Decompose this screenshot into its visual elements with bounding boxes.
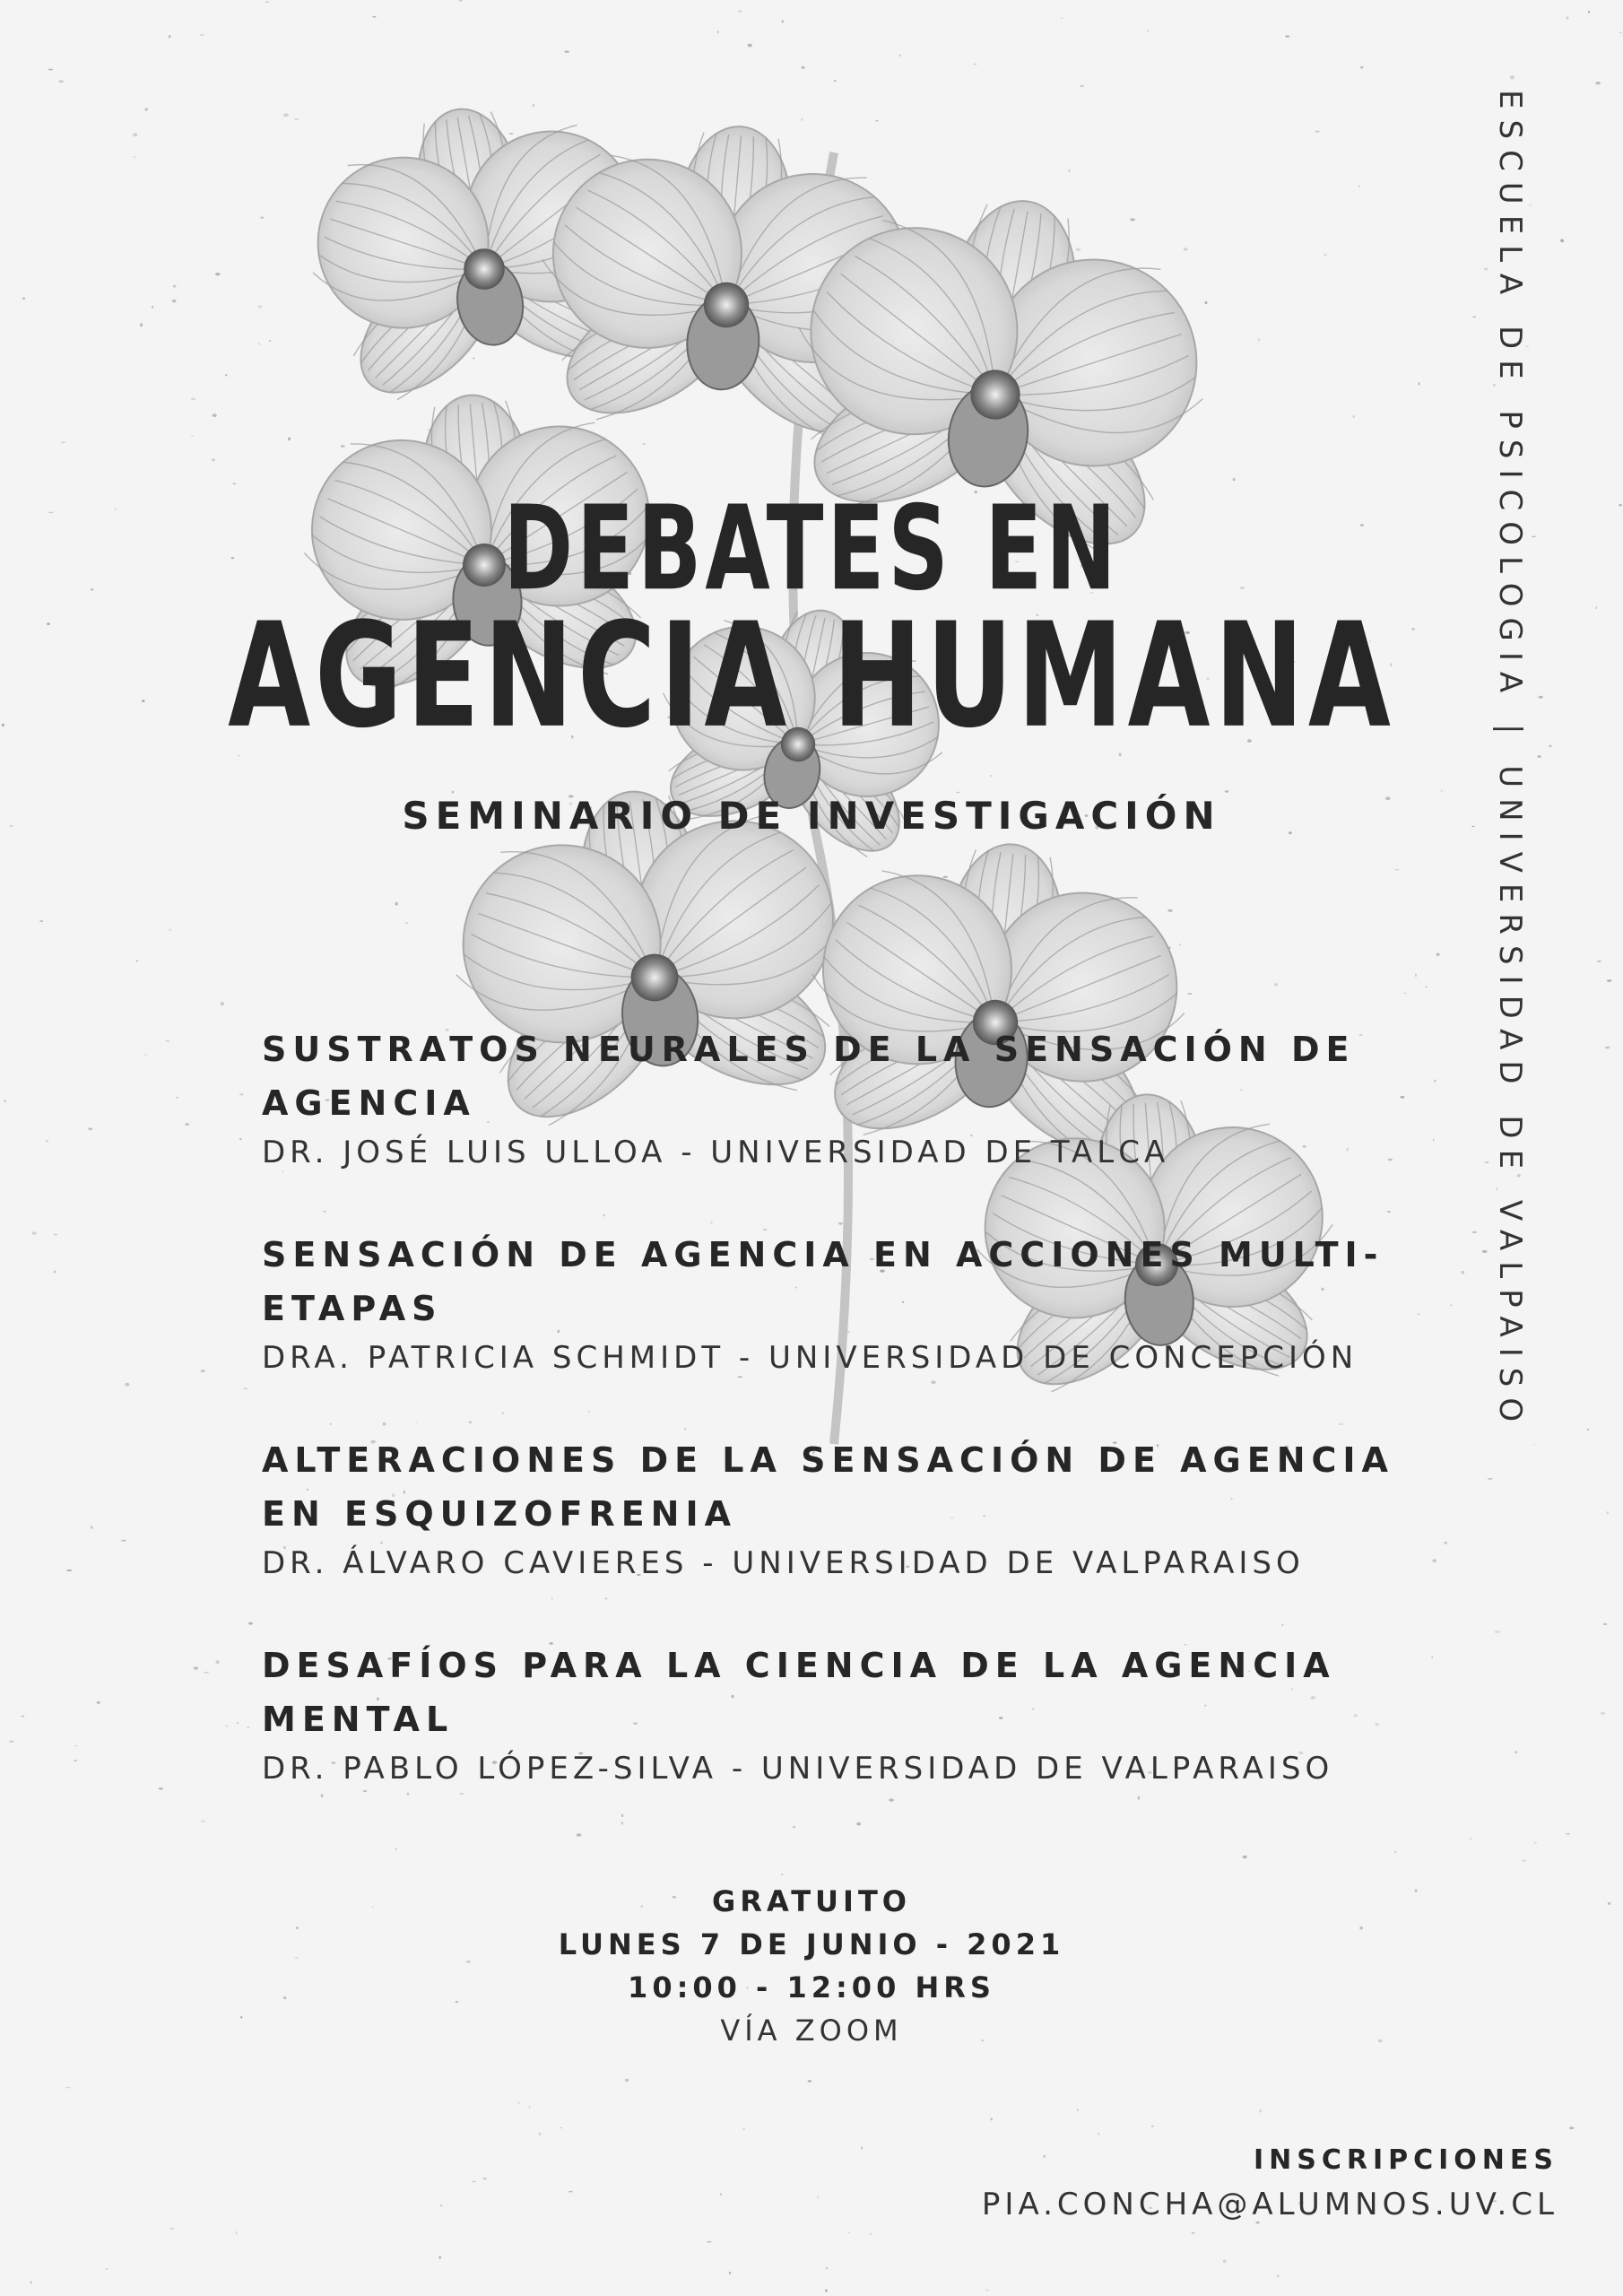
- speckle: [215, 273, 220, 275]
- speckle: [621, 1822, 624, 1825]
- talk-speaker: DR. PABLO LÓPEZ-SILVA - UNIVERSIDAD DE VALPARAISO: [262, 1751, 1334, 1787]
- speckle: [1533, 1444, 1535, 1445]
- speckle: [247, 1726, 249, 1728]
- event-platform: VÍA ZOOM: [720, 2013, 903, 2048]
- speckle: [1260, 2109, 1262, 2112]
- speckle: [738, 11, 742, 13]
- talk-title-line: EN ESQUIZOFRENIA: [262, 1494, 737, 1534]
- speckle: [22, 1716, 25, 1718]
- speckle: [201, 1821, 206, 1822]
- speckle: [152, 306, 153, 309]
- speckle: [212, 458, 214, 461]
- speckle: [1394, 869, 1399, 870]
- speckle: [1488, 1478, 1493, 1480]
- seminar-subtitle: SEMINARIO DE INVESTIGACIÓN: [402, 794, 1221, 838]
- speckle: [191, 436, 194, 437]
- speckle: [1077, 2109, 1079, 2111]
- talk-title-line: DESAFÍOS PARA LA CIENCIA DE LA AGENCIA: [262, 1646, 1336, 1685]
- speckle: [1394, 1852, 1396, 1853]
- speckle: [720, 2193, 722, 2195]
- talk-title: [262, 1022, 1445, 1130]
- speckle: [1607, 979, 1612, 982]
- speckle: [46, 1140, 49, 1143]
- event-price: GRATUITO: [712, 1884, 911, 1918]
- speckle: [169, 2228, 174, 2230]
- speckle: [568, 2191, 573, 2192]
- speckle: [97, 1701, 100, 1704]
- speckle: [265, 2, 269, 3]
- speckle: [1560, 239, 1564, 243]
- speckle: [1436, 953, 1440, 956]
- speckle: [1138, 1796, 1140, 1800]
- speckle: [1485, 1161, 1489, 1163]
- speckle: [133, 133, 137, 136]
- talk-speaker: DR. ÁLVARO CAVIERES - UNIVERSIDAD DE VALPARAISO: [262, 1545, 1305, 1581]
- speckle: [1620, 31, 1622, 33]
- speckle: [136, 960, 138, 962]
- speckle: [66, 1570, 72, 1571]
- speckle: [856, 1822, 861, 1826]
- speckle: [782, 20, 784, 23]
- speckle: [125, 1383, 129, 1387]
- speckle: [31, 1231, 36, 1235]
- speckle: [898, 55, 901, 57]
- speckle: [439, 2205, 443, 2206]
- talk-title-line: ALTERACIONES DE LA SENSACIÓN DE AGENCIA: [262, 1440, 1394, 1480]
- speckle: [194, 1666, 199, 1670]
- speckle: [1470, 1838, 1471, 1840]
- speckle: [1360, 66, 1363, 69]
- speckle: [551, 1597, 553, 1601]
- speckle: [1277, 2274, 1279, 2277]
- speckle: [225, 374, 227, 376]
- speckle: [1441, 790, 1444, 792]
- speckle: [1484, 268, 1488, 271]
- speckle: [1147, 30, 1150, 32]
- speckle: [1472, 316, 1476, 317]
- speckle: [1419, 382, 1420, 386]
- talk-title-line: SUSTRATOS NEURALES DE LA SENSACIÓN DE: [262, 1030, 1356, 1069]
- speckle: [781, 1874, 783, 1875]
- speckle: [833, 80, 836, 82]
- speckle: [560, 2127, 562, 2128]
- speckle: [459, 0, 463, 2]
- speckle: [1062, 17, 1063, 19]
- speckle: [717, 31, 719, 33]
- speckle: [91, 1526, 92, 1529]
- speckle: [1080, 85, 1084, 87]
- speckle: [22, 298, 25, 300]
- speckle: [159, 1787, 164, 1789]
- speckle: [1595, 82, 1601, 84]
- speckle: [134, 156, 135, 158]
- registration-email: PIA.CONCHA@ALUMNOS.UV.CL: [981, 2187, 1558, 2222]
- speckle: [1387, 1211, 1391, 1213]
- speckle: [1566, 1833, 1571, 1835]
- speckle: [1243, 1856, 1247, 1858]
- speckle: [221, 1002, 224, 1005]
- speckle: [169, 35, 170, 38]
- speckle: [239, 1138, 242, 1140]
- speckle: [518, 2102, 520, 2104]
- event-time: 10:00 - 12:00 HRS: [628, 1970, 995, 2005]
- talk-item: [262, 1022, 1445, 1175]
- speckle: [54, 1234, 57, 1235]
- speckle: [239, 1093, 243, 1096]
- speckle: [1605, 1047, 1610, 1049]
- speckle: [165, 1040, 169, 1041]
- speckle: [1597, 961, 1601, 962]
- title-line-1: DEBATES EN: [503, 480, 1120, 617]
- speckle: [395, 1848, 396, 1849]
- speckle: [483, 2178, 487, 2179]
- speckle: [176, 1097, 178, 1098]
- speckle: [61, 442, 65, 443]
- speckle: [1415, 974, 1417, 978]
- speckle: [48, 69, 54, 71]
- speckle: [144, 1054, 146, 1055]
- speckle: [729, 2272, 731, 2274]
- speckle: [793, 1826, 795, 1828]
- registration-block: [982, 2139, 1558, 2227]
- talk-item: [262, 1228, 1445, 1380]
- speckle: [140, 323, 143, 326]
- speckle: [1566, 17, 1568, 20]
- speckle: [248, 1622, 253, 1625]
- speckle: [191, 398, 195, 401]
- speckle: [577, 1833, 582, 1836]
- speckle: [1450, 1304, 1452, 1306]
- speckle: [204, 1672, 209, 1673]
- speckle: [185, 1123, 189, 1126]
- speckle: [604, 1597, 607, 1599]
- speckle: [861, 2146, 863, 2150]
- speckle: [472, 2181, 476, 2182]
- speckle: [74, 1745, 77, 1746]
- speckle: [1482, 1250, 1488, 1253]
- speckle: [1510, 75, 1515, 79]
- speckle: [1588, 11, 1590, 13]
- speckle: [1403, 993, 1406, 994]
- speckle: [213, 413, 217, 417]
- speckle: [1472, 1231, 1477, 1233]
- speckle: [1281, 1624, 1284, 1627]
- event-info: [0, 1880, 1623, 2052]
- registration-label: INSCRIPCIONES: [1253, 2144, 1558, 2176]
- speckle: [1192, 2232, 1195, 2233]
- speckle: [825, 2289, 828, 2292]
- speckle: [4, 1100, 6, 1102]
- speckle: [1607, 1511, 1609, 1514]
- speckle: [88, 1127, 92, 1130]
- speckle: [1461, 1271, 1464, 1274]
- speckle: [889, 1798, 894, 1802]
- speckle: [1529, 204, 1532, 205]
- talk-item: [262, 1433, 1445, 1586]
- talk-title-line: ETAPAS: [262, 1289, 443, 1328]
- speckle: [991, 2118, 993, 2120]
- talk-title-line: SENSACIÓN DE AGENCIA EN ACCIONES MULTI-: [262, 1235, 1384, 1274]
- speckle: [1569, 2126, 1574, 2129]
- speckle: [169, 929, 172, 931]
- talk-title: [262, 1228, 1445, 1335]
- speckle: [172, 300, 177, 303]
- speckle: [985, 2290, 989, 2292]
- speckle: [407, 1793, 410, 1796]
- speckle: [1601, 1712, 1606, 1715]
- speckle: [9, 1741, 14, 1743]
- speckle: [817, 2196, 819, 2198]
- speckle: [826, 2267, 828, 2269]
- speckle: [1515, 1751, 1517, 1753]
- speckle: [1522, 1860, 1526, 1862]
- talk-speaker: DR. JOSÉ LUIS ULLOA - UNIVERSIDAD DE TALCA: [262, 1135, 1170, 1170]
- speckle: [216, 1660, 220, 1664]
- speckle: [74, 1760, 77, 1761]
- speckle: [321, 1794, 324, 1797]
- speckle: [870, 2233, 872, 2235]
- speckle: [173, 285, 177, 288]
- speckle: [30, 2281, 32, 2283]
- speckle: [1098, 2133, 1099, 2135]
- talk-item: [262, 1639, 1445, 1791]
- speckle: [121, 1540, 126, 1542]
- speckle: [743, 2127, 745, 2130]
- speckle: [707, 2241, 712, 2242]
- speckle: [848, 2232, 851, 2234]
- speckle: [529, 2106, 531, 2108]
- speckle: [372, 16, 376, 18]
- speckle: [201, 1370, 205, 1371]
- speckle: [244, 1388, 247, 1389]
- talk-title-line: AGENCIA: [262, 1083, 476, 1123]
- speckle: [236, 2231, 238, 2235]
- speckle: [54, 1271, 56, 1274]
- speckle: [439, 2256, 441, 2259]
- speckle: [1603, 1623, 1608, 1625]
- speckle: [973, 64, 976, 65]
- speckle: [621, 1814, 623, 1817]
- talk-title-line: MENTAL: [262, 1700, 455, 1739]
- institution-vertical-label: ESCUELA DE PSICOLOGIA | UNIVERSIDAD DE VALPAISO: [1492, 90, 1528, 1433]
- speckle: [808, 2080, 812, 2082]
- speckle: [802, 66, 805, 69]
- speckle: [748, 44, 752, 48]
- speckle: [237, 1723, 239, 1724]
- talk-title: [262, 1639, 1445, 1746]
- speckle: [1495, 1631, 1500, 1633]
- speckle: [564, 51, 569, 53]
- talk-title: [262, 1433, 1445, 1541]
- title-line-2: AGENCIA HUMANA: [228, 592, 1395, 761]
- speckle: [145, 108, 148, 110]
- speckle: [1534, 1842, 1537, 1843]
- speckle: [58, 81, 64, 83]
- speckle: [1223, 2260, 1227, 2263]
- speckle: [625, 2079, 629, 2083]
- speckle: [65, 2087, 71, 2089]
- speckle: [538, 2132, 541, 2135]
- speckle: [1587, 1429, 1590, 1431]
- talk-speaker: DRA. PATRICIA SCHMIDT - UNIVERSIDAD DE CONCEPCIÓN: [262, 1340, 1358, 1376]
- speckle: [460, 1793, 464, 1794]
- event-date: LUNES 7 DE JUNIO - 2021: [558, 1927, 1065, 1961]
- speckle: [106, 2268, 108, 2270]
- speckle: [1285, 35, 1289, 37]
- speckle: [200, 34, 204, 35]
- speckle: [39, 920, 43, 922]
